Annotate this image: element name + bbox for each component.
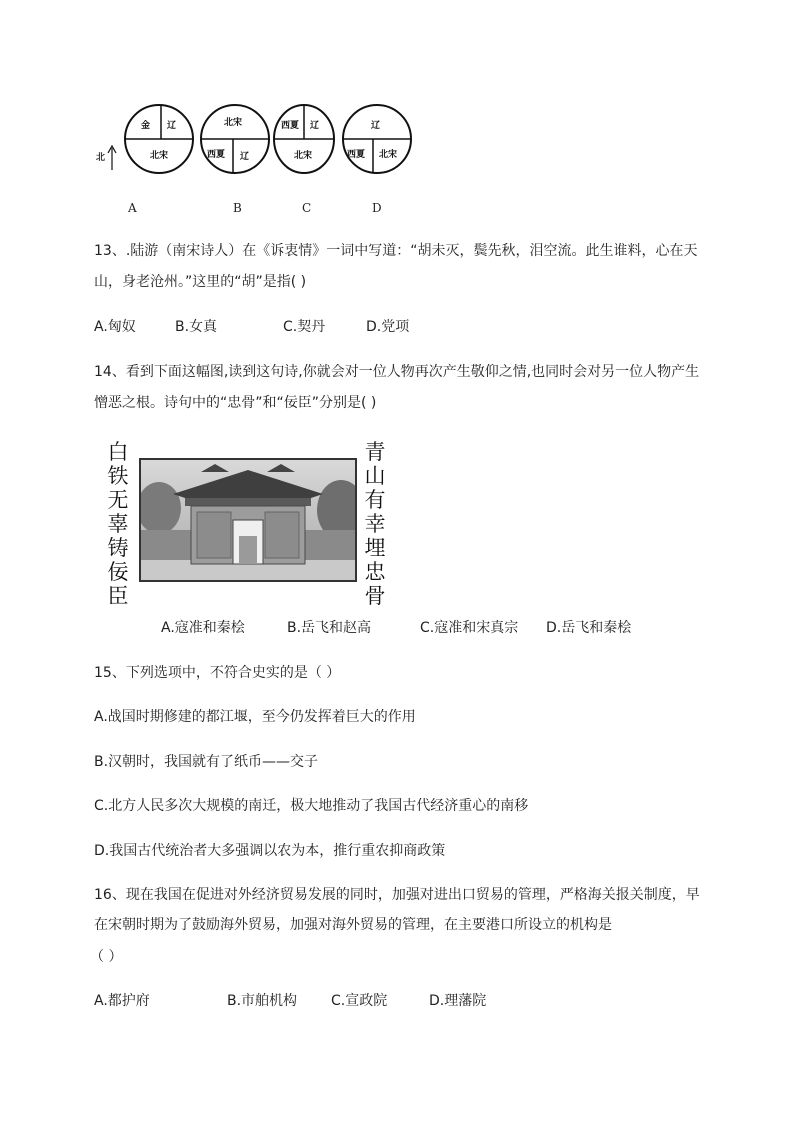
q13-stem-line1: 13、.陆游（南宋诗人）在《诉衷情》一词中写道：“胡未灭，鬓先秋，泪空流。此生谁料，心在天 <box>94 243 698 259</box>
q15-stem: 15、下列选项中，不符合史实的是（ ） <box>94 665 341 681</box>
q14-stem-line2: 憎恶之根。诗句中的“忠骨”和“佞臣”分别是( ) <box>94 395 377 411</box>
q13-stem-line2: 山，身老沧州。”这里的“胡”是指( ) <box>94 274 307 290</box>
map-a-label-jin: 金 <box>141 121 151 131</box>
map-letter-c: C <box>302 201 312 215</box>
right-couplet-char: 埋 <box>364 536 386 560</box>
map-c-label-xixia: 西夏 <box>281 121 300 131</box>
map-letter-d: D <box>372 201 382 215</box>
left-couplet-char: 辜 <box>107 512 129 536</box>
map-letter-a: A <box>128 201 137 215</box>
q13-option-c: C.契丹 <box>283 319 326 335</box>
q16-option-a: A.都护府 <box>94 993 150 1009</box>
q14-option-d: D.岳飞和秦桧 <box>546 620 632 636</box>
left-couplet-char: 无 <box>107 488 129 512</box>
map-option-c <box>272 103 344 175</box>
q15-option-a: A.战国时期修建的都江堰，至今仍发挥着巨大的作用 <box>94 709 416 725</box>
q16-option-d: D.理藩院 <box>429 993 487 1009</box>
right-couplet-char: 青 <box>364 440 386 464</box>
q16-stem-line2: 在宋朝时期为了鼓励海外贸易，加强对海外贸易的管理，在主要港口所设立的机构是 <box>94 917 612 933</box>
map-option-b <box>199 103 271 175</box>
map-letter-b: B <box>233 201 242 215</box>
q14-option-b: B.岳飞和赵高 <box>287 620 372 636</box>
map-a-label-liao: 辽 <box>167 121 177 131</box>
q13-option-a: A.匈奴 <box>94 319 136 335</box>
map-b-label-song: 北宋 <box>224 118 243 128</box>
q15-option-b: B.汉朝时，我国就有了纸币——交子 <box>94 754 319 770</box>
q15-option-d: D.我国古代统治者大多强调以农为本，推行重农抑商政策 <box>94 843 446 859</box>
map-d-label-liao: 辽 <box>371 121 381 131</box>
q16-stem-line1: 16、现在我国在促进对外经济贸易发展的同时，加强对进出口贸易的管理，严格海关报关制度，早 <box>94 887 700 903</box>
map-option-a <box>123 103 195 175</box>
right-couplet-char: 幸 <box>364 512 386 536</box>
north-indicator <box>96 142 120 172</box>
map-c-label-liao: 辽 <box>310 121 320 131</box>
q14-option-a: A.寇准和秦桧 <box>161 620 245 636</box>
q15-option-c: C.北方人民多次大规模的南迁，极大地推动了我国古代经济重心的南移 <box>94 798 529 814</box>
q16-stem-line3: （ ） <box>90 949 123 965</box>
right-couplet <box>363 440 387 608</box>
left-couplet <box>106 440 130 608</box>
map-d-label-song: 北宋 <box>379 150 398 160</box>
q16-option-b: B.市舶机构 <box>227 993 298 1009</box>
right-couplet-char: 有 <box>364 488 386 512</box>
left-couplet-char: 铁 <box>107 464 129 488</box>
left-couplet-char: 白 <box>107 440 129 464</box>
map-option-d <box>341 103 413 175</box>
north-label: 北 <box>96 153 106 163</box>
q13-option-d: D.党项 <box>366 319 410 335</box>
map-a-label-song: 北宋 <box>150 151 169 161</box>
right-couplet-char: 骨 <box>364 584 386 608</box>
q13-option-b: B.女真 <box>175 319 218 335</box>
right-couplet-char: 忠 <box>364 560 386 584</box>
map-b-label-liao: 辽 <box>240 152 250 162</box>
q16-option-c: C.宣政院 <box>331 993 388 1009</box>
map-b-label-xixia: 西夏 <box>207 150 226 160</box>
map-d-label-xixia: 西夏 <box>347 150 366 160</box>
gate-photo <box>139 458 357 582</box>
left-couplet-char: 臣 <box>107 584 129 608</box>
map-c-label-song: 北宋 <box>294 151 313 161</box>
q14-stem-line1: 14、看到下面这幅图,读到这句诗,你就会对一位人物再次产生敬仰之情,也同时会对另一位人物产生 <box>94 364 700 380</box>
q14-option-c: C.寇准和宋真宗 <box>420 620 519 636</box>
left-couplet-char: 铸 <box>107 536 129 560</box>
left-couplet-char: 佞 <box>107 560 129 584</box>
right-couplet-char: 山 <box>364 464 386 488</box>
